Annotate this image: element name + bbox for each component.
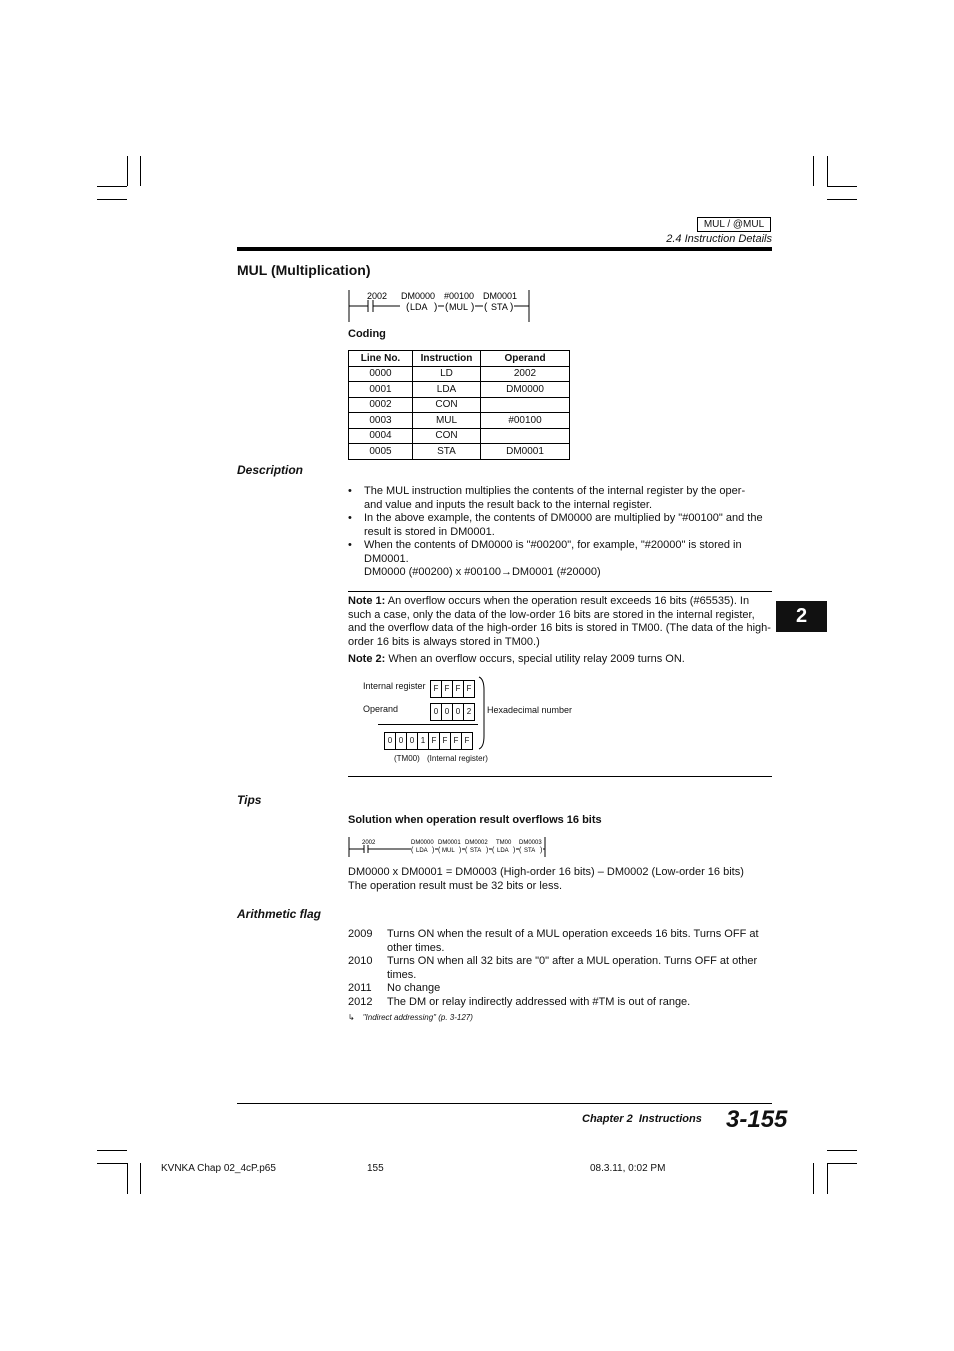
cross-reference[interactable] xyxy=(348,1013,473,1022)
bullet-item: • The MUL instruction multiplies the contents of the internal register by the oper- and value and inputs the result back to the internal register. xyxy=(348,485,766,512)
table-cell: MUL xyxy=(413,413,481,429)
flag-row xyxy=(348,996,772,1010)
digit-cell: F xyxy=(452,680,464,698)
instruction-label: LDA xyxy=(410,302,428,312)
tm-label: (TM00) xyxy=(394,754,420,763)
crop-mark xyxy=(140,156,141,186)
bullet-item: • When the contents of DM0000 is "#00200", for example, "#20000" is stored in DM0001. xyxy=(348,539,766,566)
table-cell: 0000 xyxy=(349,366,413,382)
digit-cell: 1 xyxy=(417,732,429,750)
crop-mark xyxy=(97,1163,127,1164)
crop-mark xyxy=(127,156,128,186)
svg-text:): ) xyxy=(513,847,516,854)
hex-label: Hexadecimal number xyxy=(487,705,573,715)
digit-cell: F xyxy=(428,732,440,750)
table-row xyxy=(349,428,570,444)
note-label: Note 1: xyxy=(348,595,386,607)
flag-description: The DM or relay indirectly addressed with #TM is out of range. xyxy=(387,996,691,1008)
instruction-label: STA xyxy=(470,848,482,854)
reference-arrow-icon: ↳ xyxy=(348,1013,355,1022)
operand-label: DM0003 xyxy=(519,840,542,846)
column-header: Line No. xyxy=(349,351,413,367)
print-page: 155 xyxy=(367,1163,384,1174)
crop-mark xyxy=(813,156,814,186)
digit-cell: F xyxy=(461,732,473,750)
arithmetic-flag-heading: Arithmetic flag xyxy=(237,907,322,921)
operand-label: DM0002 xyxy=(465,840,488,846)
tips-line-2: The operation result must be 32 bits or less. xyxy=(348,880,562,892)
svg-text:): ) xyxy=(486,847,489,854)
table-cell: 0001 xyxy=(349,382,413,398)
digit-cell: 0 xyxy=(406,732,418,750)
flag-code: 2012 xyxy=(348,996,373,1008)
operand-label: DM0000 xyxy=(411,840,434,846)
table-cell: DM0000 xyxy=(481,382,570,398)
table-cell: 0005 xyxy=(349,444,413,460)
svg-text:): ) xyxy=(432,847,435,854)
column-header: Instruction xyxy=(413,351,481,367)
crop-mark xyxy=(813,1163,814,1194)
crop-mark xyxy=(127,1163,128,1194)
svg-text:(: ( xyxy=(411,847,414,854)
flag-description: No change xyxy=(387,982,441,994)
table-row xyxy=(349,413,570,429)
file-name: KVNKA Chap 02_4cP.p65 xyxy=(161,1163,276,1174)
table-cell: 0003 xyxy=(349,413,413,429)
description-heading: Description xyxy=(237,463,304,477)
table-row xyxy=(349,397,570,413)
tips-line-1: DM0000 x DM0001 = DM0003 (High-order 16 bits) – DM0002 (Low-order 16 bits) xyxy=(348,866,744,878)
instruction-label: STA xyxy=(524,848,536,854)
note-2 xyxy=(348,653,772,667)
digit-cell: F xyxy=(441,680,453,698)
digit-cell: 0 xyxy=(384,732,396,750)
header-rule xyxy=(237,247,772,251)
svg-text:(: ( xyxy=(445,302,449,313)
crop-mark xyxy=(97,1150,127,1151)
footer-chapter xyxy=(582,1113,702,1125)
operand-label: #00100 xyxy=(444,291,475,301)
table-cell: STA xyxy=(413,444,481,460)
crop-mark xyxy=(97,199,127,200)
digit-cell: F xyxy=(430,680,442,698)
reference-link[interactable]: "Indirect addressing" (p. 3-127) xyxy=(362,1013,473,1022)
svg-text:): ) xyxy=(459,847,462,854)
flag-code: 2009 xyxy=(348,928,373,940)
internal-register-cells xyxy=(430,678,474,698)
contact-label: 2002 xyxy=(367,291,388,301)
crop-mark xyxy=(140,1163,141,1194)
page-title: MUL (Multiplication) xyxy=(237,262,371,278)
note-text: When an overflow occurs, special utility relay 2009 turns ON. xyxy=(385,653,685,665)
digit-cell: F xyxy=(463,680,475,698)
internal-register-label: Internal register xyxy=(363,681,426,691)
crop-mark xyxy=(827,199,857,200)
digit-cell: 2 xyxy=(463,703,475,721)
svg-text:(: ( xyxy=(492,847,495,854)
svg-text:(: ( xyxy=(406,302,410,313)
note-label: Note 2: xyxy=(348,653,386,665)
svg-text:): ) xyxy=(434,302,438,313)
table-cell: 0004 xyxy=(349,428,413,444)
crop-mark xyxy=(97,186,127,187)
svg-text:(: ( xyxy=(438,847,441,854)
flag-row xyxy=(348,928,772,955)
flag-code: 2011 xyxy=(348,982,372,994)
coding-heading: Coding xyxy=(348,328,386,340)
crop-mark xyxy=(827,1163,857,1164)
print-date: 08.3.11, 0:02 PM xyxy=(590,1163,666,1174)
chapter-tab: 2 xyxy=(776,601,827,632)
digit-cell: 0 xyxy=(452,703,464,721)
description-body xyxy=(348,485,766,580)
crop-mark xyxy=(827,186,857,187)
instruction-tag: MUL / @MUL xyxy=(697,217,771,232)
sum-line xyxy=(378,724,478,725)
table-cell: CON xyxy=(413,428,481,444)
instruction-label: STA xyxy=(491,302,508,312)
coding-table xyxy=(348,350,570,460)
digit-cell: 0 xyxy=(430,703,442,721)
operand-label: TM00 xyxy=(496,840,512,846)
instruction-label: MUL xyxy=(449,302,469,312)
table-cell xyxy=(481,428,570,444)
svg-text:): ) xyxy=(471,302,475,313)
svg-text:): ) xyxy=(510,302,514,313)
chapter-title: Instructions xyxy=(638,1113,702,1125)
table-row xyxy=(349,444,570,460)
svg-text:(: ( xyxy=(484,302,488,313)
svg-text:(: ( xyxy=(519,847,522,854)
svg-text:(: ( xyxy=(465,847,468,854)
table-cell: 2002 xyxy=(481,366,570,382)
digit-cell: F xyxy=(450,732,462,750)
tips-heading: Tips xyxy=(237,793,262,807)
footer-rule xyxy=(237,1103,772,1104)
flag-description: Turns ON when the result of a MUL operation exceeds 16 bits. Turns OFF at other times. xyxy=(387,928,759,954)
contact-label: 2002 xyxy=(362,840,376,846)
instruction-label: LDA xyxy=(416,848,428,854)
page-number: 3-155 xyxy=(726,1106,788,1133)
crop-mark xyxy=(827,1163,828,1194)
digit-cell: 0 xyxy=(395,732,407,750)
table-cell: 0002 xyxy=(349,397,413,413)
table-cell xyxy=(481,397,570,413)
chapter-label: Chapter 2 xyxy=(582,1113,633,1125)
operand-label: DM0001 xyxy=(483,291,518,301)
svg-text:): ) xyxy=(540,847,543,854)
formula: DM0000 (#00200) x #00100→DM0001 (#20000) xyxy=(364,566,601,578)
result-cells xyxy=(384,730,472,750)
table-cell: #00100 xyxy=(481,413,570,429)
brace-icon xyxy=(478,676,488,750)
note-text: An overflow occurs when the operation result exceeds 16 bits (#65535). In such a case, only the data of the low-order 16 bits are stored in the internal register, and the overflow data of the high-order 16 bits is stored in TM00. (The data of the high-order 16 bits is always stored in TM00.) xyxy=(348,595,771,648)
table-cell: LD xyxy=(413,366,481,382)
table-row xyxy=(349,366,570,382)
operand-label: Operand xyxy=(363,704,399,714)
register-label: (Internal register) xyxy=(427,754,488,763)
column-header: Operand xyxy=(481,351,570,367)
section-reference: 2.4 Instruction Details xyxy=(666,233,772,245)
table-cell: DM0001 xyxy=(481,444,570,460)
bullet-item: • In the above example, the contents of DM0000 are multiplied by "#00100" and the result is stored in DM0001. xyxy=(348,512,766,539)
table-row xyxy=(349,382,570,398)
operand-label: DM0000 xyxy=(401,291,436,301)
crop-mark xyxy=(827,1150,857,1151)
tips-ladder-diagram xyxy=(348,836,548,858)
flag-description: Turns ON when all 32 bits are "0" after a MUL operation. Turns OFF at other times. xyxy=(387,955,758,981)
instruction-label: MUL xyxy=(442,848,455,854)
operand-cells xyxy=(430,701,474,721)
tips-subheading: Solution when operation result overflows 16 bits xyxy=(348,814,602,826)
notes-top-rule xyxy=(348,591,772,592)
flag-row xyxy=(348,982,772,996)
note-1 xyxy=(348,595,772,649)
flag-row xyxy=(348,955,772,982)
table-cell: LDA xyxy=(413,382,481,398)
instruction-label: LDA xyxy=(497,848,509,854)
digit-cell: F xyxy=(439,732,451,750)
operand-label: DM0001 xyxy=(438,840,461,846)
notes-bottom-rule xyxy=(348,776,772,777)
crop-mark xyxy=(827,156,828,186)
digit-cell: 0 xyxy=(441,703,453,721)
flag-code: 2010 xyxy=(348,955,373,967)
ladder-diagram xyxy=(348,288,538,324)
table-cell: CON xyxy=(413,397,481,413)
